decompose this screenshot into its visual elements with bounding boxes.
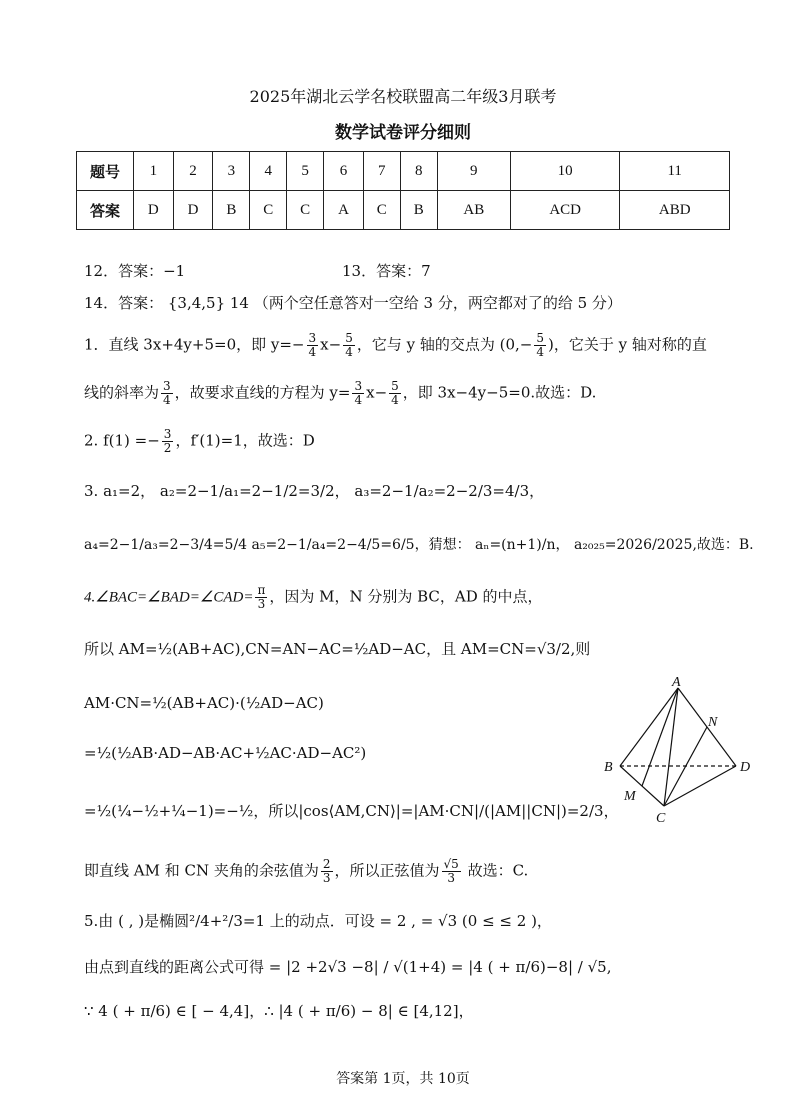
table-cell: C: [250, 191, 287, 230]
text-run: x−: [320, 335, 342, 354]
numerator: 3: [163, 427, 172, 441]
fraction: [534, 332, 546, 359]
numerator: 3: [163, 379, 171, 393]
denominator: 4: [354, 393, 363, 407]
denominator: 4: [391, 393, 399, 407]
numerator: 2: [322, 857, 331, 871]
label-N: N: [708, 715, 718, 730]
table-cell: 9: [437, 152, 510, 191]
text-run: 线的斜率为: [84, 383, 160, 402]
fraction: [307, 332, 319, 359]
fraction: [352, 380, 364, 407]
numerator: π: [257, 583, 266, 597]
solution-3-line-1: 3. a₁=2， a₂=2−1/a₁=2−1/2=3/2， a₃=2−1/a₂=2−2/3=4/3，: [84, 482, 545, 500]
text-run: )，它关于 y 轴对称的直: [547, 335, 707, 354]
table-cell: A: [324, 191, 364, 230]
table-cell: 4: [250, 152, 287, 191]
table-cell: D: [134, 191, 174, 230]
table-cell: 7: [363, 152, 400, 191]
table-cell: 5: [287, 152, 324, 191]
solution-4-line-1: [84, 584, 543, 611]
label-A: A: [672, 676, 681, 690]
text-run: 即直线 AM 和 CN 夹角的余弦值为: [84, 861, 319, 880]
fraction: [162, 428, 174, 455]
label-B: B: [604, 760, 613, 775]
numerator: 5: [345, 331, 353, 345]
text-run: ，所以正弦值为: [334, 861, 440, 880]
solution-5-line-3: ∵ 4 ( + π/6) ∈ [ − 4,4]，∴ |4 ( + π/6) − 8| ∈ [4,12]，: [84, 1002, 474, 1020]
fraction: [442, 858, 461, 885]
denominator: 4: [536, 345, 544, 359]
table-cell: 3: [213, 152, 250, 191]
label-C: C: [656, 811, 666, 826]
denominator: 4: [163, 393, 171, 407]
table-cell: B: [400, 191, 437, 230]
text-run: 故选：C.: [462, 861, 529, 880]
fraction: [321, 858, 333, 885]
table-cell: C: [363, 191, 400, 230]
fraction: [343, 332, 355, 359]
fraction: [255, 584, 267, 611]
table-cell: 2: [173, 152, 213, 191]
answer-14: 14．答案： {3,4,5} 14 （两个空任意答对一空给 3 分，两空都对了的给 5 分）: [84, 294, 622, 312]
solution-5-line-2: 由点到直线的距离公式可得 = |2 +2√3 −8| / √(1+4) = |4 ( + π/6)−8| / √5,: [84, 958, 612, 976]
tetrahedron-figure: [598, 676, 778, 826]
text-run: ，因为 M，N 分别为 BC，AD 的中点，: [269, 587, 543, 606]
label-M: M: [624, 789, 636, 804]
text-run: ，故要求直线的方程为 y=: [174, 383, 351, 402]
numerator: 5: [536, 331, 544, 345]
solution-1-line-2: [84, 380, 596, 407]
denominator: 3: [322, 871, 331, 885]
page-footer: 答案第 1页，共 10页: [336, 1071, 470, 1087]
solution-4-line-4: =½(½AB·AD−AB·AC+½AC·AD−AC²): [84, 744, 367, 762]
denominator: 4: [345, 345, 353, 359]
text-run: 2. f(1) =−: [84, 431, 160, 450]
solution-5-line-1: 5.由 ( , )是椭圆²/4+²/3=1 上的动点．可设 = 2 , = √3 (0 ≤ ≤ 2 )，: [84, 912, 552, 930]
answer-12: 12．答案：−1: [84, 262, 186, 280]
text-run: ，即 3x−4y−5=0.故选：D.: [402, 383, 597, 402]
text-run: ，f′(1)=1，故选：D: [175, 431, 315, 450]
denominator: 3: [257, 597, 266, 611]
solution-3-line-2: a₄=2−1/a₃=2−3/4=5/4 a₅=2−1/a₄=2−4/5=6/5，猜想： aₙ=(n+1)/n， a₂₀₂₅=2026/2025,故选：B.: [84, 537, 754, 553]
table-row-label: 题号: [77, 152, 134, 191]
text-run: ，它与 y 轴的交点为 (0,−: [356, 335, 533, 354]
solution-4-line-3: AM·CN=½(AB+AC)·(½AD−AC): [84, 694, 324, 712]
solution-2: [84, 428, 315, 455]
answer-13: 13．答案：7: [342, 262, 431, 280]
numerator: 5: [391, 379, 399, 393]
numerator: 3: [308, 331, 317, 345]
edge-AB: [620, 688, 678, 766]
table-cell: 11: [620, 152, 730, 191]
table-cell: ABD: [620, 191, 730, 230]
table-cell: B: [213, 191, 250, 230]
text-run: x−: [366, 383, 388, 402]
table-cell: 1: [134, 152, 174, 191]
table-cell: D: [173, 191, 213, 230]
fraction: [161, 380, 173, 407]
solution-1-line-1: [84, 332, 707, 359]
text-run: 1．直线 3x+4y+5=0，即 y=−: [84, 335, 305, 354]
label-D: D: [740, 760, 751, 775]
numerator: √5: [443, 857, 459, 871]
table-cell: 10: [510, 152, 620, 191]
text-run: 4.∠BAC=∠BAD=∠CAD=: [84, 589, 254, 606]
table-row-label: 答案: [77, 191, 134, 230]
table-cell: ACD: [510, 191, 620, 230]
solution-4-line-5: =½(¼−½+¼−1)=−½，所以|cos⟨AM,CN⟩|=|AM·CN|/(|AM||CN|)=2/3，: [84, 802, 619, 820]
page-title: 2025年湖北云学名校联盟高二年级3月联考: [249, 87, 557, 106]
table-cell: C: [287, 191, 324, 230]
denominator: 4: [308, 345, 317, 359]
answer-table: [76, 151, 730, 230]
table-cell: 6: [324, 152, 364, 191]
solution-4-line-2: 所以 AM=½(AB+AC),CN=AN−AC=½AD−AC，且 AM=CN=√3/2,则: [84, 640, 591, 658]
fraction: [389, 380, 401, 407]
page-subtitle: 数学试卷评分细则: [335, 123, 471, 143]
solution-4-line-6: [84, 858, 528, 885]
denominator: 2: [163, 441, 172, 455]
table-row: [77, 191, 730, 230]
denominator: 3: [447, 871, 455, 885]
table-cell: AB: [437, 191, 510, 230]
table-row: [77, 152, 730, 191]
table-cell: 8: [400, 152, 437, 191]
numerator: 3: [354, 379, 363, 393]
